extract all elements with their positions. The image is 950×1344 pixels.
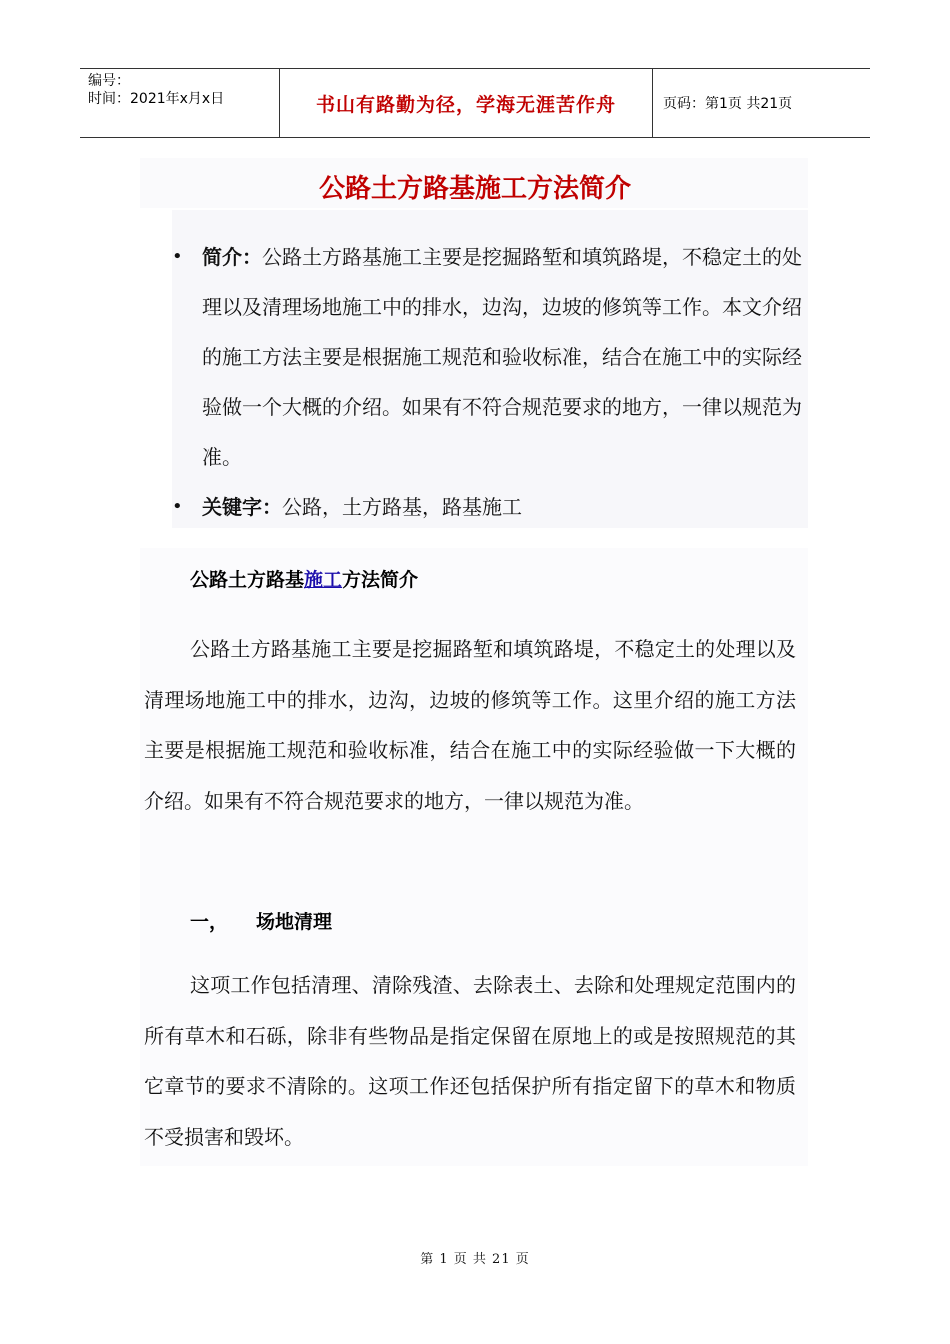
abstract-list [172, 210, 808, 532]
keywords-label: 关键字： [202, 495, 282, 519]
main-content [140, 548, 808, 1166]
page-footer: 第 1 页 共 21 页 [420, 1252, 530, 1267]
abstract-intro-item [172, 210, 808, 482]
subtitle-before: 公路土方路基 [190, 569, 305, 591]
abstract-block [172, 210, 808, 528]
keywords-text: 公路，土方路基，路基施工 [282, 495, 522, 519]
bullet-icon: • [172, 246, 183, 267]
section-heading [190, 908, 332, 936]
section-number: 一， [190, 911, 229, 933]
document-header [80, 68, 870, 138]
body-paragraph-1: 公路土方路基施工主要是挖掘路堑和填筑路堤，不稳定土的处理以及清理场地施工中的排水，边沟，边坡的修筑等工作。这里介绍的施工方法主要是根据施工规范和验收标准，结合在施工中的实际经验做一下大概的介绍。如果有不符合规范要求的地方，一律以规范为准。 [144, 637, 796, 813]
intro-label: 简介： [202, 245, 262, 269]
serial-label: 编号： [88, 73, 130, 89]
header-meta-cell [80, 69, 280, 137]
header-motto: 书山有路勤为径，学海无涯苦作舟 [280, 69, 653, 137]
bullet-icon: • [172, 496, 183, 517]
intro-text: 公路土方路基施工主要是挖掘路堑和填筑路堤，不稳定土的处理以及清理场地施工中的排水，边沟，边坡的修筑等工作。本文介绍的施工方法主要是根据施工规范和验收标准，结合在施工中的实际经验做一个大概的介绍。如果有不符合规范要求的地方，一律以规范为准。 [202, 245, 802, 469]
body-paragraph-2: 这项工作包括清理、清除残渣、去除表土、去除和处理规定范围内的所有草木和石砾，除非有些物品是指定保留在原地上的或是按照规范的其它章节的要求不清除的。这项工作还包括保护所有指定留下的草木和物质不受损害和毁坏。 [144, 973, 796, 1149]
subtitle-link[interactable]: 施工 [304, 569, 343, 591]
section-title: 场地清理 [256, 911, 333, 933]
time-label: 时间：2021年x月x日 [88, 91, 225, 107]
abstract-keywords-item [172, 482, 808, 532]
document-title: 公路土方路基施工方法简介 [318, 174, 631, 204]
body-subtitle [190, 566, 418, 594]
subtitle-after: 方法简介 [342, 569, 419, 591]
header-page-info: 页码：第1页 共21页 [663, 96, 793, 112]
